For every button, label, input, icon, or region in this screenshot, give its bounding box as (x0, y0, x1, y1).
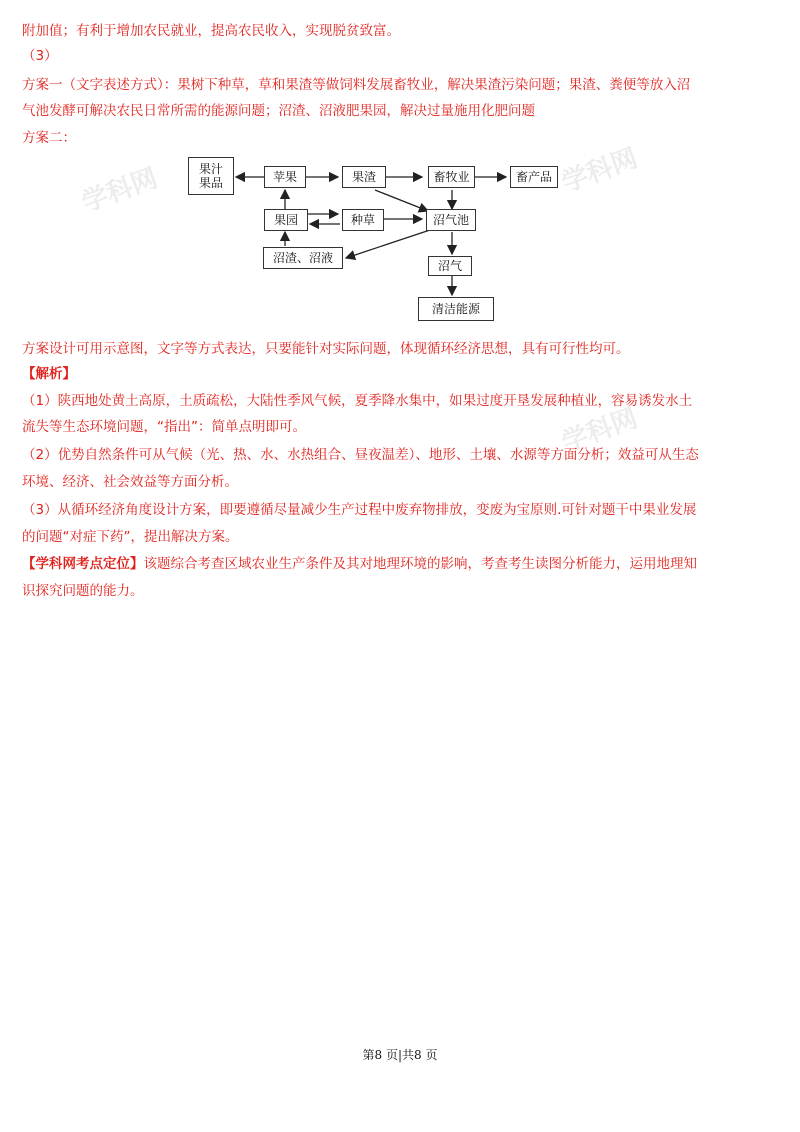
answer-line-1: 附加值；有利于增加农民就业，提高农民收入，实现脱贫致富。 (22, 23, 400, 39)
design-note: 方案设计可用示意图，文字等方式表达，只要能针对实际问题，体现循环经济思想，具有可行性均可。 (22, 341, 630, 357)
page-footer: 第8 页|共8 页 (362, 1048, 438, 1062)
box-livestock: 畜牧业 (428, 166, 475, 188)
box-juice-line-1: 果汁 (198, 162, 223, 176)
box-fruit-residue: 果渣 (342, 166, 386, 188)
plan-one-line-2: 气池发酵可解决农民日常所需的能源问题；沼渣、沼液肥果园，解决过量施用化肥问题 (22, 103, 535, 119)
analysis-heading: 【解析】 (22, 366, 76, 382)
box-grass: 种草 (342, 209, 384, 231)
box-sludge: 沼渣、沼液 (263, 247, 343, 269)
box-clean-energy: 清洁能源 (418, 297, 494, 321)
box-apple: 苹果 (264, 166, 306, 188)
analysis-3-line-2: 的问题“对症下药”，提出解决方案。 (22, 529, 239, 545)
watermark: 学科网 (558, 143, 642, 199)
flow-diagram-arrows (0, 0, 800, 340)
box-juice-products (188, 157, 234, 195)
exam-point-heading: 【学科网考点定位】 (22, 556, 144, 572)
analysis-1-line-2: 流失等生态环境问题，“指出”：简单点明即可。 (22, 419, 306, 435)
analysis-3-line-1: （3）从循环经济角度设计方案，即要遵循尽量减少生产过程中废弃物排放，变废为宝原则.可针对题干中果业发展 (22, 502, 697, 518)
analysis-1-line-1: （1）陕西地处黄土高原，土质疏松，大陆性季风气候，夏季降水集中，如果过度开垦发展种植业，容易诱发水土 (22, 393, 693, 409)
answer-item-3: （3） (22, 48, 58, 64)
box-livestock-products: 畜产品 (510, 166, 558, 188)
plan-two-label: 方案二： (22, 130, 76, 146)
arrow-residue-to-biogas-pool (375, 190, 428, 211)
box-biogas-pool: 沼气池 (426, 209, 476, 231)
box-juice-line-2: 果品 (198, 176, 223, 190)
box-orchard: 果园 (264, 209, 308, 231)
exam-point-text: 该题综合考查区域农业生产条件及其对地理环境的影响，考查考生读图分析能力，运用地理知 (143, 556, 697, 572)
watermark: 学科网 (78, 163, 162, 219)
exam-point-line-1 (22, 554, 782, 574)
watermark: 学科网 (558, 403, 642, 459)
exam-point-line-2: 识探究问题的能力。 (22, 583, 144, 599)
box-biogas: 沼气 (428, 256, 472, 276)
arrow-biogas-pool-to-sludge (346, 230, 430, 258)
analysis-2-line-2: 环境、经济、社会效益等方面分析。 (22, 474, 238, 490)
analysis-2-line-1: （2）优势自然条件可从气候（光、热、水、水热组合、昼夜温差）、地形、土壤、水源等方面分析；效益可从生态 (22, 447, 699, 463)
plan-one-line-1: 方案一（文字表述方式）：果树下种草，草和果渣等做饲料发展畜牧业，解决果渣污染问题；果渣、粪便等放入沼 (22, 77, 691, 93)
